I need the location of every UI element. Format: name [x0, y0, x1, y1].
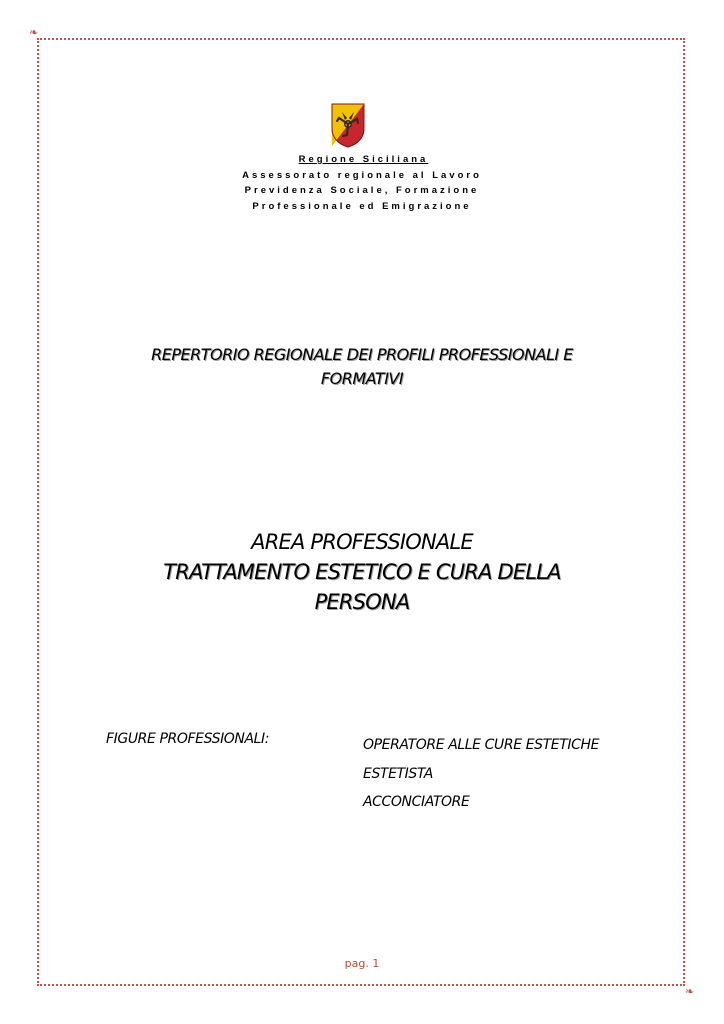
region-name: Regione Siciliana	[298, 154, 429, 165]
area-name-line: PERSONA	[314, 590, 410, 614]
document-title-line: FORMATIVI	[320, 369, 404, 388]
trinacria-coat-of-arms-icon	[330, 102, 366, 148]
figures-label: FIGURE PROFESSIONALI:	[106, 731, 270, 747]
corner-ornament-icon: ❧	[685, 985, 695, 998]
department-line: Professionale ed Emigrazione	[252, 200, 472, 212]
department-line: Assessorato regionale al Lavoro	[242, 169, 482, 181]
area-heading: AREA PROFESSIONALE	[251, 530, 473, 554]
department-line: Previdenza Sociale, Formazione	[244, 185, 480, 196]
professional-area	[60, 527, 664, 617]
institution-header	[0, 152, 724, 214]
corner-ornament-icon: ❧	[29, 26, 39, 39]
page-number: pag. 1	[344, 957, 380, 970]
list-item: ESTETISTA	[363, 765, 433, 782]
document-title-line: REPERTORIO REGIONALE DEI PROFILI PROFESSIONALI E	[151, 345, 573, 364]
document-title	[60, 343, 664, 391]
list-item: OPERATORE ALLE CURE ESTETICHE	[363, 737, 600, 753]
area-name-line: TRATTAMENTO ESTETICO E CURA DELLA	[163, 560, 561, 584]
figures-list	[363, 731, 599, 817]
list-item: ACCONCIATORE	[363, 794, 470, 810]
